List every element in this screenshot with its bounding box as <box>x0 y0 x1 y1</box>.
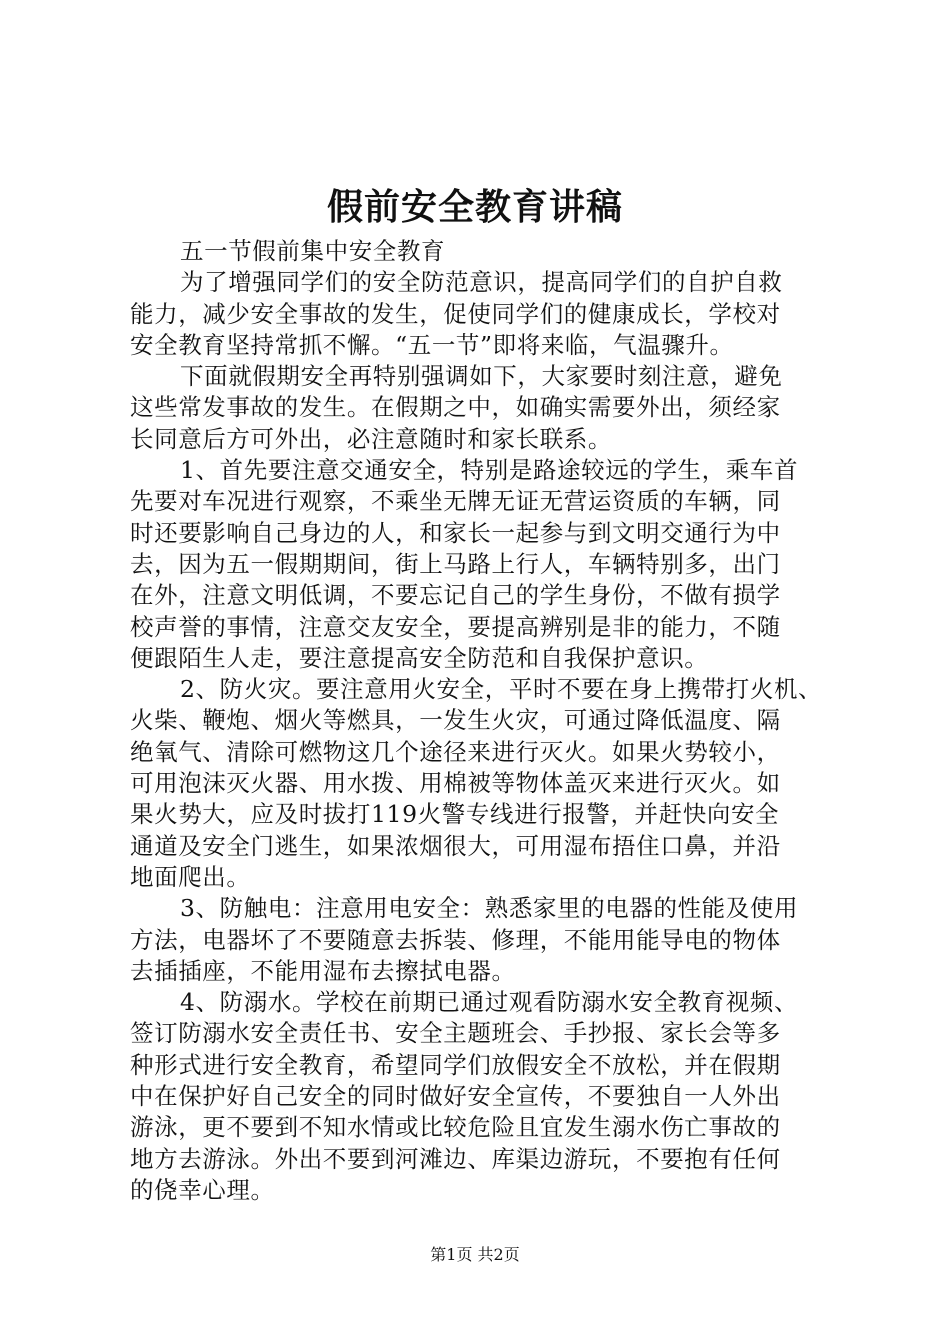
text-line: 种形式进行安全教育，希望同学们放假安全不放松，并在假期 <box>130 1050 781 1079</box>
text-line: 方法，电器坏了不要随意去拆装、修理，不能用能导电的物体 <box>130 925 781 954</box>
document-title: 假前安全教育讲稿 <box>326 186 623 228</box>
text-line: 通道及安全门逃生，如果浓烟很大，可用湿布捂住口鼻，并沿 <box>130 831 781 860</box>
text-line: 下面就假期安全再特别强调如下，大家要时刻注意，避免 <box>180 362 783 391</box>
text-line: 可用泡沫灭火器、用水拨、用棉被等物体盖灭来进行灭火。如 <box>130 769 781 798</box>
text-line: 五一节假前集中安全教育 <box>180 237 446 265</box>
text-line: 先要对车况进行观察，不乘坐无牌无证无营运资质的车辆，同 <box>130 487 781 516</box>
text-line: 去插插座，不能用湿布去擦拭电器。 <box>130 956 516 985</box>
text-line: 签订防溺水安全责任书、安全主题班会、手抄报、家长会等多 <box>130 1019 781 1048</box>
text-line: 为了增强同学们的安全防范意识，提高同学们的自护自救 <box>180 268 783 297</box>
text-line: 时还要影响自己身边的人，和家长一起参与到文明交通行为中 <box>130 518 781 547</box>
text-line: 绝氧气、清除可燃物这几个途径来进行灭火。如果火势较小， <box>130 737 781 766</box>
text-line: 这些常发事故的发生。在假期之中，如确实需要外出，须经家 <box>130 393 781 422</box>
text-line: 地面爬出。 <box>130 862 251 891</box>
text-line: 校声誉的事情，注意交友安全，要提高辨别是非的能力，不随 <box>130 612 781 641</box>
text-line: 中在保护好自己安全的同时做好安全宣传，不要独自一人外出 <box>130 1082 781 1111</box>
text-line: 的侥幸心理。 <box>130 1175 275 1204</box>
text-line: 火柴、鞭炮、烟火等燃具，一发生火灾，可通过降低温度、隔 <box>130 706 781 735</box>
document-body <box>130 236 830 1206</box>
text-line: 能力，减少安全事故的发生，促使同学们的健康成长，学校对 <box>130 299 781 328</box>
text-line: 便跟陌生人走，要注意提高安全防范和自我保护意识。 <box>130 643 709 672</box>
text-line: 在外，注意文明低调，不要忘记自己的学生身份，不做有损学 <box>130 581 781 610</box>
text-line: 去，因为五一假期期间，街上马路上行人，车辆特别多，出门 <box>130 549 781 578</box>
text-line: 2、防火灾。要注意用火安全，平时不要在身上携带打火机、 <box>180 675 823 704</box>
text-line: 游泳，更不要到不知水情或比较危险且宜发生溺水伤亡事故的 <box>130 1113 781 1142</box>
text-line: 果火势大，应及时拔打119火警专线进行报警，并赶快向安全 <box>130 800 780 829</box>
page-footer: 第1页 共2页 <box>430 1245 520 1264</box>
text-line: 3、防触电：注意用电安全：熟悉家里的电器的性能及使用 <box>180 894 799 923</box>
text-line: 安全教育坚持常抓不懈。“五一节”即将来临，气温骤升。 <box>130 330 734 359</box>
text-line: 1、首先要注意交通安全，特别是路途较远的学生，乘车首 <box>180 456 799 485</box>
text-line: 地方去游泳。外出不要到河滩边、库渠边游玩，不要抱有任何 <box>130 1144 781 1173</box>
text-line: 长同意后方可外出，必注意随时和家长联系。 <box>130 424 612 453</box>
text-line: 4、防溺水。学校在前期已通过观看防溺水安全教育视频、 <box>180 988 799 1017</box>
